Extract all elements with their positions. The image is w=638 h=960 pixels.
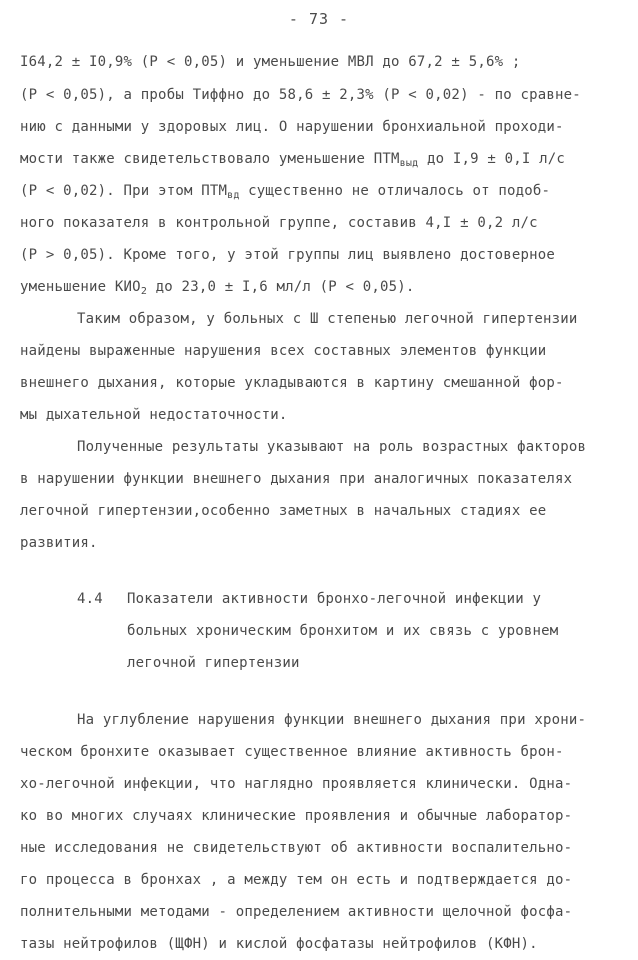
p4-line-7: полнительными методами - определением активности щелочной фосфа- xyxy=(20,904,573,920)
p4-line-4: ко во многих случаях клинические проявления и обычные лаборатор- xyxy=(20,808,573,824)
p4-line-3: хо-легочной инфекции, что наглядно проявляется клинически. Одна- xyxy=(20,776,573,792)
p2-line-2: найдены выраженные нарушения всех составных элементов функции xyxy=(20,343,547,359)
section-number: 4.4 xyxy=(77,591,103,607)
p1-line-4-text-a: мости также свидетельствовало уменьшение ПТМ xyxy=(20,151,400,167)
p3-line-3: легочной гипертензии,особенно заметных в начальных стадиях ее xyxy=(20,503,547,519)
p1-line-4-text-b: до I,9 ± 0,I л/с xyxy=(418,151,566,167)
p3-line-2: в нарушении функции внешнего дыхания при аналогичных показателях xyxy=(20,471,573,487)
p1-line-8-text-a: уменьшение КИО xyxy=(20,279,141,295)
p1-line-6: ного показателя в контрольной группе, составив 4,I ± 0,2 л/с xyxy=(20,215,538,231)
p4-line-6: го процесса в бронхах , а между тем он есть и подтверждается до- xyxy=(20,872,573,888)
p1-line-5-text-a: (P < 0,02). При этом ПТМ xyxy=(20,183,228,199)
page-number: - 73 - xyxy=(288,10,350,28)
p4-line-8: тазы нейтрофилов (ЩФН) и кислой фосфатазы нейтрофилов (КФН). xyxy=(20,936,538,952)
p1-line-4-subscript: выд xyxy=(399,158,419,169)
p2-line-3: внешнего дыхания, которые укладываются в картину смешанной фор- xyxy=(20,375,564,391)
section-title-line-1: Показатели активности бронхо-легочной инфекции у xyxy=(127,591,542,607)
p1-line-8-subscript: 2 xyxy=(140,286,148,297)
p1-line-8-text-b: до 23,0 ± I,6 мл/л (P < 0,05). xyxy=(147,279,415,295)
p2-line-1: Таким образом, у больных с Ш степенью легочной гипертензии xyxy=(77,311,578,327)
p1-line-4 xyxy=(20,149,565,169)
p2-line-4: мы дыхательной недостаточности. xyxy=(20,407,288,423)
p1-line-8 xyxy=(20,277,415,297)
p3-line-1: Полученные результаты указывают на роль возрастных факторов xyxy=(77,439,587,455)
section-title-line-2: больных хроническим бронхитом и их связь с уровнем xyxy=(127,623,559,639)
p1-line-5-text-b: существенно не отличалось от подоб- xyxy=(239,183,551,199)
p4-line-1: На углубление нарушения функции внешнего дыхания при хрони- xyxy=(77,712,587,728)
p4-line-2: ческом бронхите оказывает существенное влияние активность брон- xyxy=(20,744,564,760)
p1-line-5 xyxy=(20,181,550,201)
p3-line-4: развития. xyxy=(20,535,98,551)
p1-line-3: нию с данными у здоровых лиц. О нарушении бронхиальной проходи- xyxy=(20,119,564,135)
p1-line-1: I64,2 ± I0,9% (P < 0,05) и уменьшение МВЛ до 67,2 ± 5,6% ; xyxy=(20,54,521,70)
p1-line-2: (P < 0,05), а пробы Тиффно до 58,6 ± 2,3% (P < 0,02) - по сравне- xyxy=(20,87,581,103)
p4-line-5: ные исследования не свидетельствуют об активности воспалительно- xyxy=(20,840,573,856)
p1-line-7: (P > 0,05). Кроме того, у этой группы лиц выявлено достоверное xyxy=(20,247,555,263)
p1-line-5-subscript: вд xyxy=(227,190,240,201)
section-title-line-3: легочной гипертензии xyxy=(127,655,300,671)
